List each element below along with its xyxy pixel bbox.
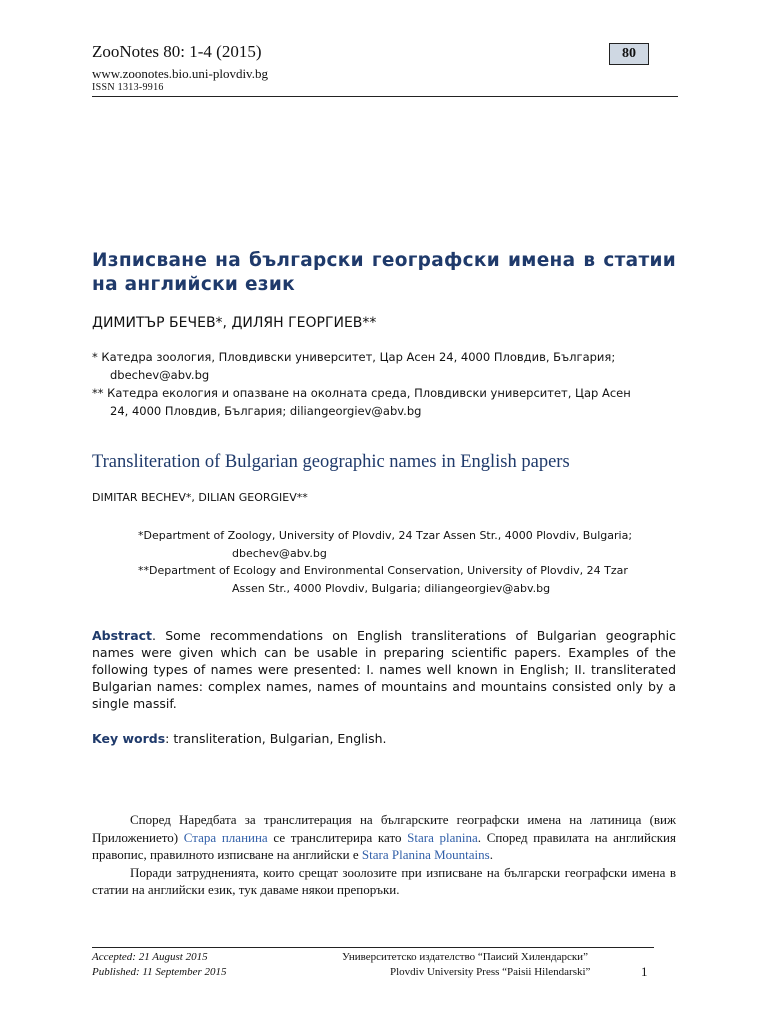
affiliation-en-2-address: Assen Str., 4000 Plovdiv, Bulgaria; diliangeorgiev@abv.bg xyxy=(232,582,551,595)
journal-url[interactable]: www.zoonotes.bio.uni-plovdiv.bg xyxy=(92,66,268,81)
affiliation-bg-1: * Катедра зоология, Пловдивски университет, Цар Асен 24, 4000 Пловдив, България; xyxy=(92,350,616,364)
footer-rule xyxy=(92,947,654,948)
authors-bulgarian: ДИМИТЪР БЕЧЕВ*, ДИЛЯН ГЕОРГИЕВ** xyxy=(92,315,377,331)
header-rule xyxy=(92,96,678,97)
paragraph-1: Според Наредбата за транслитерация на българските географски имена на латиница (виж Приложението) Стара планина се транслитерира като Stara planina. Според правилата на английския правопис, правилното изписване на английски е Stara Planina Mountains. xyxy=(92,812,676,862)
affiliation-en-1: *Department of Zoology, University of Plovdiv, 24 Tzar Assen Str., 4000 Plovdiv, Bulgaria; xyxy=(138,529,633,542)
accepted-date: Accepted: 21 August 2015 xyxy=(92,951,208,963)
abstract-label: Abstract xyxy=(92,628,153,643)
term-stara-planina-translit: Stara planina xyxy=(407,829,478,845)
publisher-bulgarian: Университетско издателство “Паисий Хилендарски” xyxy=(342,951,588,963)
term-stara-planina-bg: Стара планина xyxy=(183,829,268,845)
affiliation-bg-2-address: 24, 4000 Пловдив, България; diliangeorgiev@abv.bg xyxy=(110,404,422,418)
publisher-english: Plovdiv University Press “Paisii Hilendarski” xyxy=(390,966,591,978)
affiliation-en-2: **Department of Ecology and Environmental Conservation, University of Plovdiv, 24 Tzar xyxy=(138,564,628,577)
keywords xyxy=(92,731,387,746)
published-date: Published: 11 September 2015 xyxy=(92,966,227,978)
affiliation-bg-2: ** Катедра екология и опазване на околната среда, Пловдивски университет, Цар Асен xyxy=(92,386,631,400)
journal-citation: ZooNotes 80: 1-4 (2015) xyxy=(92,42,262,61)
title-english: Transliteration of Bulgarian geographic names in English papers xyxy=(92,452,570,472)
issn: ISSN 1313-9916 xyxy=(92,82,164,93)
body-text xyxy=(92,811,676,899)
affiliation-bg-1-email: dbechev@abv.bg xyxy=(110,368,210,382)
keywords-text: : transliteration, Bulgarian, English. xyxy=(165,731,387,746)
abstract xyxy=(92,627,676,712)
keywords-label: Key words xyxy=(92,731,166,746)
abstract-text: . Some recommendations on English transliterations of Bulgarian geographic names were given which can be usable in preparing scientific papers. Examples of the following types of names were presented: I. names well known in English; II. transliterated Bulgarian names: complex names, names of mountains and mountains consisted only by a single massif. xyxy=(92,628,676,711)
affiliation-en-1-email: dbechev@abv.bg xyxy=(232,547,327,560)
authors-english: DIMITAR BECHEV*, DILIAN GEORGIEV** xyxy=(92,491,308,504)
title-bulgarian: Изписване на български географски имена в статии на английски език xyxy=(92,250,676,295)
term-stara-planina-mountains: Stara Planina Mountains xyxy=(361,847,490,862)
issue-page-box: 80 xyxy=(609,43,649,65)
page-number: 1 xyxy=(641,964,648,979)
paragraph-2: Поради затрудненията, които срещат зоолозите при изписване на български географски имена в статии на английски език, тук даваме някои препоръки. xyxy=(92,864,676,897)
